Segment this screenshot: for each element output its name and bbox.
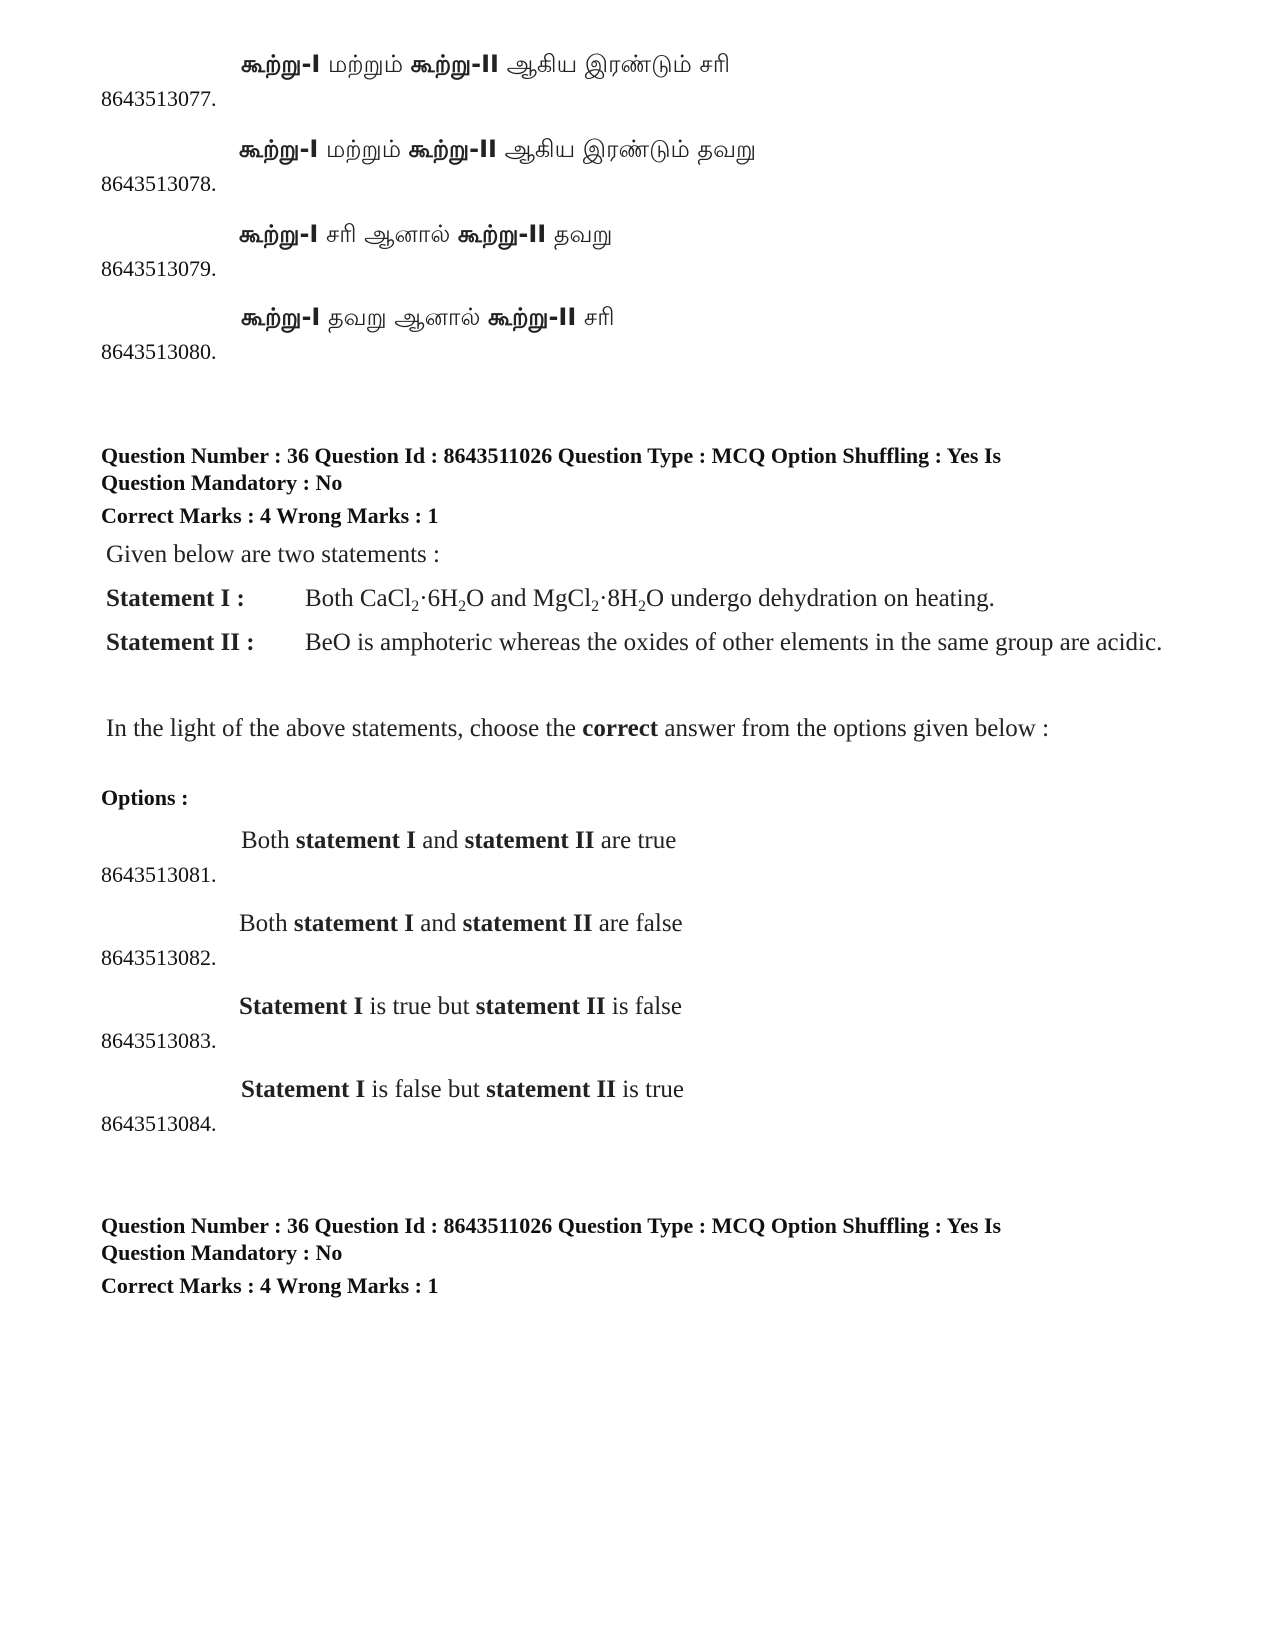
question-marks: Correct Marks : 4 Wrong Marks : 1 — [101, 503, 439, 528]
option-id: 8643513082. — [101, 945, 217, 970]
option-id: 8643513083. — [101, 1028, 217, 1053]
statement-2-text: BeO is amphoteric whereas the oxides of other elements in the same group are acidic. — [305, 629, 1163, 656]
option-id: 8643513077. — [101, 86, 217, 111]
option-id: 8643513081. — [101, 862, 217, 887]
question-meta — [101, 442, 1001, 529]
option-text: கூற்று-I சரி ஆனால் கூற்று-II தவறு — [239, 220, 613, 248]
option-text: Statement I is false but statement II is true — [241, 1076, 684, 1103]
option-text: Statement I is true but statement II is false — [239, 993, 682, 1020]
question-prompt: In the light of the above statements, choose the correct answer from the options given below : — [106, 715, 1050, 742]
option-id: 8643513078. — [101, 171, 217, 196]
question-meta-line: Question Number : 36 Question Id : 8643511026 Question Type : MCQ Option Shuffling : Yes Is — [101, 443, 1002, 468]
question-intro: Given below are two statements : — [106, 541, 440, 568]
option-text: Both statement I and statement II are false — [239, 910, 683, 937]
option-text: கூற்று-I மற்றும் கூற்று-II ஆகிய இரண்டும் சரி — [241, 50, 730, 78]
statement-1-label: Statement I : — [106, 585, 245, 612]
option-text: கூற்று-I மற்றும் கூற்று-II ஆகிய இரண்டும் தவறு — [239, 135, 757, 163]
option-id: 8643513080. — [101, 339, 217, 364]
next-question-meta — [101, 1212, 1001, 1299]
statement-2-label: Statement II : — [106, 629, 255, 656]
option-text: கூற்று-I தவறு ஆனால் கூற்று-II சரி — [241, 303, 615, 331]
question-meta-line: Question Number : 36 Question Id : 8643511026 Question Type : MCQ Option Shuffling : Yes Is — [101, 1213, 1002, 1238]
option-id: 8643513084. — [101, 1111, 217, 1136]
options-label: Options : — [101, 785, 189, 810]
question-meta-line: Question Mandatory : No — [101, 470, 343, 495]
question-marks: Correct Marks : 4 Wrong Marks : 1 — [101, 1273, 439, 1298]
option-text: Both statement I and statement II are true — [241, 827, 677, 854]
statement-1-text: Both $CaCl_2\cdot 6H_2O$ and $MgCl_2\cdot 8H_2O$ undergo dehydration on heating. — [305, 585, 995, 615]
option-id: 8643513079. — [101, 256, 217, 281]
question-meta-line: Question Mandatory : No — [101, 1240, 343, 1265]
